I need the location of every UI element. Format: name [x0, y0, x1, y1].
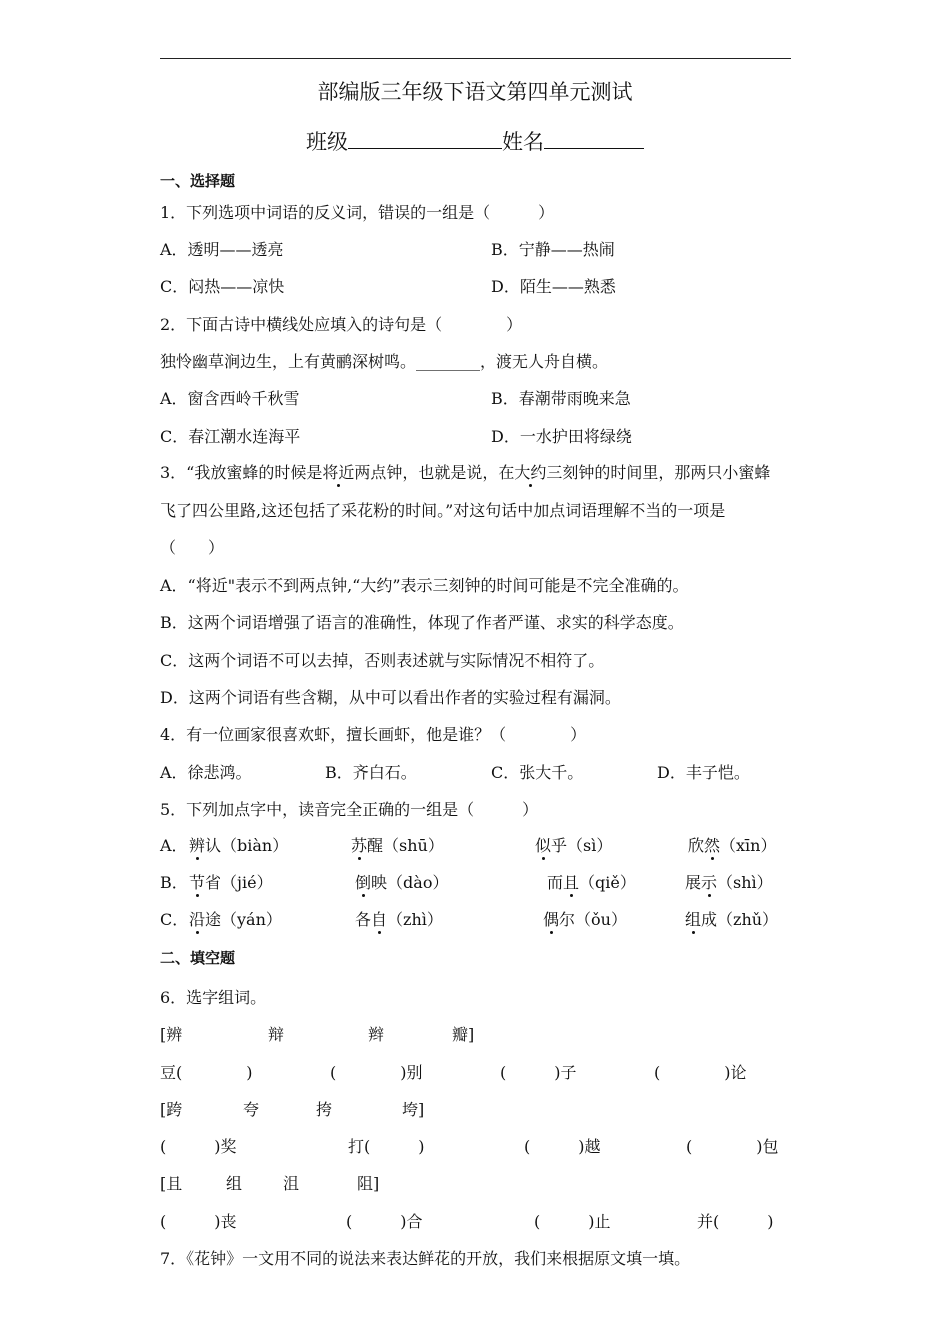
dotted-char: 偶 — [543, 910, 560, 929]
fill-blank[interactable]: ( )别 — [330, 1063, 423, 1082]
dotted-char: 倒 — [355, 873, 372, 892]
option[interactable]: B．春潮带雨晚来急 — [491, 389, 631, 408]
pinyin-item — [688, 833, 776, 856]
option[interactable]: D．陌生——熟悉 — [491, 277, 616, 296]
item-text: （xīn） — [720, 836, 777, 855]
fill-blank[interactable]: ( )子 — [500, 1063, 577, 1082]
item-text: 认（biàn） — [205, 836, 289, 855]
item-text: （zhì） — [387, 910, 443, 929]
question-stem-line — [160, 460, 770, 483]
fill-blank[interactable]: 并( ) — [697, 1212, 774, 1231]
option[interactable]: B．宁静——热闹 — [491, 240, 615, 259]
item-char: 而 — [547, 873, 564, 892]
fill-blank[interactable]: ( )止 — [534, 1212, 611, 1231]
pinyin-item — [685, 870, 773, 893]
option[interactable]: C．春江潮水连海平 — [160, 427, 301, 446]
stem-text: 3．“我放蜜蜂的时候是 — [160, 463, 323, 482]
name-label: 姓名 — [502, 130, 544, 154]
fill-blank[interactable]: ( )包 — [686, 1137, 779, 1156]
char-choice: 挎 — [316, 1100, 333, 1119]
dotted-word: 大约 — [514, 463, 547, 482]
item-char: 各 — [355, 910, 372, 929]
char-choice: 夸 — [243, 1100, 260, 1119]
pinyin-item — [189, 833, 288, 856]
dotted-char: 组 — [685, 910, 702, 929]
char-choice: 垮] — [402, 1100, 425, 1119]
option[interactable]: C．张大千。 — [491, 763, 584, 782]
student-info-line — [0, 126, 950, 156]
option[interactable]: A．徐悲鸿。 — [160, 763, 252, 782]
pinyin-item — [189, 870, 273, 893]
fill-blank[interactable]: ( )论 — [654, 1063, 747, 1082]
item-char: 映 — [371, 873, 388, 892]
question-stem: 4．有一位画家很喜欢虾，擅长画虾，他是谁？（ ） — [160, 725, 587, 744]
pinyin-item — [355, 870, 448, 893]
dotted-word: 将近 — [322, 463, 355, 482]
item-text: （qiě） — [579, 873, 636, 892]
char-choice: 沮 — [283, 1174, 300, 1193]
item-char: 展 — [685, 873, 702, 892]
question-stem: 2．下面古诗中横线处应填入的诗句是（ ） — [160, 315, 523, 334]
page-title: 部编版三年级下语文第四单元测试 — [317, 80, 633, 104]
option[interactable]: B．齐白石。 — [325, 763, 417, 782]
option[interactable]: A．窗含西岭千秋雪 — [160, 389, 300, 408]
char-choice: 辫 — [368, 1025, 385, 1044]
char-choice: 阻] — [357, 1174, 380, 1193]
question-stem: 6．选字组词。 — [160, 988, 267, 1007]
fill-blank[interactable]: ( )越 — [524, 1137, 601, 1156]
option[interactable]: D．丰子恺。 — [657, 763, 750, 782]
dotted-char: 自 — [371, 910, 388, 929]
fill-blank[interactable]: ( )合 — [346, 1212, 423, 1231]
stem-text: 两点钟，也就是说，在 — [354, 463, 515, 482]
dotted-char: 节 — [189, 873, 206, 892]
option-label[interactable]: C． — [160, 910, 189, 929]
pinyin-item — [685, 907, 778, 930]
option[interactable]: C．闷热——凉快 — [160, 277, 285, 296]
char-choice: 瓣] — [452, 1025, 475, 1044]
char-choice: [跨 — [160, 1100, 183, 1119]
dotted-char: 辨 — [189, 836, 206, 855]
stem-text: 三刻钟的时间里，那两只小蜜蜂 — [546, 463, 771, 482]
char-choice: 组 — [226, 1174, 243, 1193]
question-stem: 1．下列选项中词语的反义词，错误的一组是（ ） — [160, 203, 555, 222]
item-text: （sì） — [567, 836, 613, 855]
section-title: 一、选择题 — [160, 172, 236, 190]
option[interactable]: D．这两个词语有些含糊，从中可以看出作者的实验过程有漏洞。 — [160, 688, 621, 707]
section-title: 二、填空题 — [160, 949, 236, 967]
fill-blank[interactable]: 豆( ) — [160, 1063, 253, 1082]
option[interactable]: A．“将近"表示不到两点钟,“大约”表示三刻钟的时间可能是不完全准确的。 — [160, 576, 689, 595]
pinyin-item — [355, 907, 443, 930]
fill-blank[interactable]: 打( ) — [348, 1137, 425, 1156]
fill-blank[interactable]: ( )丧 — [160, 1212, 237, 1231]
pinyin-item — [547, 870, 636, 893]
option[interactable]: D．一水护田将绿绕 — [491, 427, 632, 446]
item-text: （dào） — [387, 873, 449, 892]
char-choice: [辨 — [160, 1025, 183, 1044]
pinyin-item — [351, 833, 444, 856]
answer-parens: （ ） — [160, 538, 225, 557]
option[interactable]: B．这两个词语增强了语言的准确性，体现了作者严谨、求实的科学态度。 — [160, 613, 684, 632]
option-label[interactable]: B． — [160, 873, 188, 892]
item-text: 醒（shū） — [367, 836, 444, 855]
item-char: 乎 — [551, 836, 568, 855]
class-label: 班级 — [306, 130, 348, 154]
dotted-char: 然 — [704, 836, 721, 855]
dotted-char: 示 — [701, 873, 718, 892]
option[interactable]: C．这两个词语不可以去掉，否则表述就与实际情况不相符了。 — [160, 651, 605, 670]
dotted-char: 且 — [563, 873, 580, 892]
name-blank[interactable] — [544, 128, 644, 149]
item-text: （shì） — [717, 873, 773, 892]
option-label[interactable]: A． — [160, 836, 188, 855]
fill-blank[interactable]: ( )奖 — [160, 1137, 237, 1156]
item-text: 尔（ǒu） — [559, 910, 627, 929]
question-stem: 5．下列加点字中，读音完全正确的一组是（ ） — [160, 800, 539, 819]
item-text: 省（jié） — [205, 873, 273, 892]
dotted-char: 沿 — [189, 910, 206, 929]
poem-line: 独怜幽草涧边生，上有黄鹂深树鸣。________，渡无人舟自横。 — [160, 352, 609, 371]
item-text: 途（yán） — [205, 910, 282, 929]
char-choice: 辩 — [268, 1025, 285, 1044]
item-char: 欣 — [688, 836, 705, 855]
top-rule — [160, 58, 791, 59]
option[interactable]: A．透明——透亮 — [160, 240, 284, 259]
question-stem-line: 飞了四公里路,这还包括了采花粉的时间。”对这句话中加点词语理解不当的一项是 — [160, 501, 726, 520]
item-text: 成（zhǔ） — [701, 910, 779, 929]
dotted-char: 似 — [535, 836, 552, 855]
class-blank[interactable] — [348, 128, 502, 149]
pinyin-item — [189, 907, 282, 930]
pinyin-item — [535, 833, 612, 856]
pinyin-item — [543, 907, 627, 930]
char-choice: [且 — [160, 1174, 183, 1193]
dotted-char: 苏 — [351, 836, 368, 855]
question-stem: 7．《花钟》一文用不同的说法来表达鲜花的开放，我们来根据原文填一填。 — [160, 1249, 691, 1268]
